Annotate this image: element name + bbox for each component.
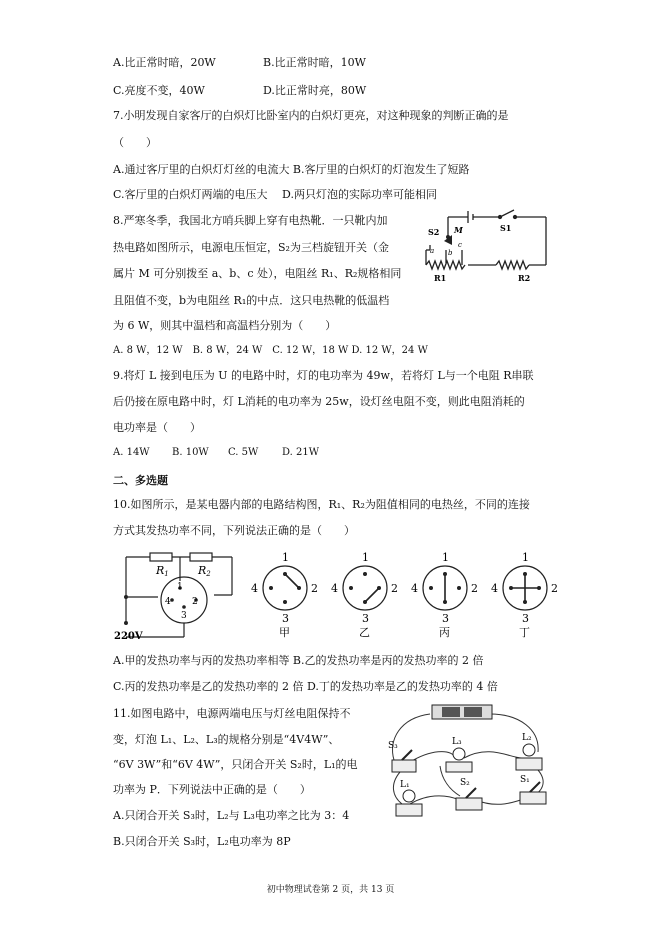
q11-fig-label-l1: L₁ [400,780,410,790]
page-footer: 初中物理试卷第 2 页，共 13 页 [266,885,395,895]
dial-caption-bing: 丙 [439,626,450,638]
q9-line-3: 电功率是（ ） [113,421,201,434]
q10-fig-inner-2: 2 [192,597,198,607]
q10-fig-inner-3: 3 [181,611,187,621]
dial-terminal-3: 3 [442,612,449,625]
dial-terminal-4: 4 [411,582,418,595]
q6-option-c: C.亮度不变，40W [113,84,205,97]
q10-fig-r2: R2 [198,564,211,578]
dial-terminal-1: 1 [522,551,529,564]
q10-options-ab: A.甲的发热功率与丙的发热功率相等 B.乙的发热功率是丙的发热功率的 2 倍 [113,654,484,667]
q10-fig-inner-4: 4 [165,597,171,607]
dial-terminal-2: 2 [311,582,318,595]
dial-caption-yi: 乙 [359,626,370,638]
dial-terminal-4: 4 [331,582,338,595]
dial-terminal-1: 1 [282,551,289,564]
q9-line-2: 后仍接在原电路中时，灯 L消耗的电功率为 25w，设灯丝电阻不变，则此电阻消耗的 [113,395,525,408]
q9-option-c: C. 5W [228,447,259,458]
dial-terminal-3: 3 [522,612,529,625]
q11-option-a: A.只闭合开关 S₃时，L₂与 L₃电功率之比为 3：4 [113,809,350,822]
q8-fig-label-a: a [430,247,435,255]
q9-option-b: B. 10W [172,447,209,458]
dial-caption-jia: 甲 [279,626,290,638]
dial-terminal-3: 3 [282,612,289,625]
q7-options-ab: A.通过客厅里的白炽灯灯丝的电流大 B.客厅里的白炽灯的灯泡发生了短路 [113,163,470,176]
q6-option-b: B.比正常时暗，10W [263,56,366,69]
dial-caption-ding: 丁 [519,626,530,638]
q11-line-4: 功率为 P．下列说法中正确的是（ ） [113,783,311,796]
section-title-multiple-choice: 二、多选题 [113,474,168,487]
dial-terminal-1: 1 [362,551,369,564]
q8-circuit-figure [418,205,553,285]
dial-terminal-2: 2 [551,582,558,595]
dial-terminal-2: 2 [391,582,398,595]
dial-terminal-3: 3 [362,612,369,625]
q9-line-1: 9.将灯 L 接到电压为 U 的电路中时，灯的电功率为 49w，若将灯 L与一个电阻 R串联 [113,369,534,382]
q11-fig-label-s2: S₂ [460,778,470,788]
q10-dial-jia [245,548,325,638]
dial-terminal-4: 4 [251,582,258,595]
q8-fig-label-m: M [454,225,463,235]
q10-dial-bing [405,548,485,638]
q11-fig-label-l2: L₂ [522,733,532,743]
q11-circuit-photo [380,700,555,825]
q6-option-d: D.比正常时亮，80W [263,84,367,97]
q8-fig-label-b: b [448,249,453,257]
q8-line-4: 且阻值不变，b为电阻丝 R₁的中点．这只电热靴的低温档 [113,294,390,307]
q11-option-b: B.只闭合开关 S₃时，L₂电功率为 8P [113,835,291,848]
q11-fig-label-s3: S₃ [388,741,398,751]
q8-fig-label-s2: S2 [428,227,440,237]
q10-line-1: 10.如图所示，是某电器内部的电路结构图，R₁、R₂为阻值相同的电热丝，不同的连接 [113,498,530,511]
dial-terminal-1: 1 [442,551,449,564]
dial-terminal-4: 4 [491,582,498,595]
q8-fig-label-c: c [458,241,462,249]
q10-line-2: 方式其发热功率不同，下列说法正确的是（ ） [113,524,355,537]
q7-stem-line-2: （ ） [113,136,157,149]
q10-dial-yi [325,548,405,638]
q8-line-1: 8.严寒冬季，我国北方哨兵脚上穿有电热靴．一只靴内加 [113,214,388,227]
q8-fig-label-r1: R1 [434,273,447,283]
q8-fig-label-s1: S1 [500,223,512,233]
q8-line-2: 热电路如图所示，电源电压恒定，S₂为三档旋钮开关（金 [113,241,389,254]
q10-fig-r1: R1 [156,564,169,578]
q11-line-2: 变，灯泡 L₁、L₂、L₃的规格分别是“4V4W”、 [113,733,340,746]
q10-fig-inner-1: 1 [177,582,183,592]
q7-options-cd: C.客厅里的白炽灯两端的电压大 D.两只灯泡的实际功率可能相同 [113,188,437,201]
q11-fig-label-s1: S₁ [520,775,530,785]
q11-line-1: 11.如图电路中，电源两端电压与灯丝电阻保持不 [113,707,351,720]
q7-stem-line-1: 7.小明发现自家客厅的白炽灯比卧室内的白炽灯更亮，对这种现象的判断正确的是 [113,109,509,122]
q9-option-d: D. 21W [282,447,320,458]
q9-option-a: A. 14W [113,447,150,458]
q8-options: A. 8 W，12 W B. 8 W，24 W C. 12 W，18 W D. 12 W，24 W [113,345,428,356]
q11-line-3: “6V 3W”和“6V 4W”，只闭合开关 S₂时，L₁的电 [113,758,358,771]
q8-fig-label-r2: R2 [518,273,531,283]
q6-option-a: A.比正常时暗，20W [113,56,216,69]
q10-circuit-figure [112,545,242,645]
q10-options-cd: C.丙的发热功率是乙的发热功率的 2 倍 D.丁的发热功率是乙的发热功率的 4 倍 [113,680,498,693]
q10-fig-voltage: 220V [114,631,143,642]
q8-line-5: 为 6 W，则其中温档和高温档分别为（ ） [113,319,337,332]
q11-fig-label-l3: L₃ [452,737,462,747]
q10-dial-ding [485,548,565,638]
q8-line-3: 属片 M 可分别拨至 a、b、c 处），电阻丝 R₁、R₂规格相同 [113,267,402,280]
dial-terminal-2: 2 [471,582,478,595]
